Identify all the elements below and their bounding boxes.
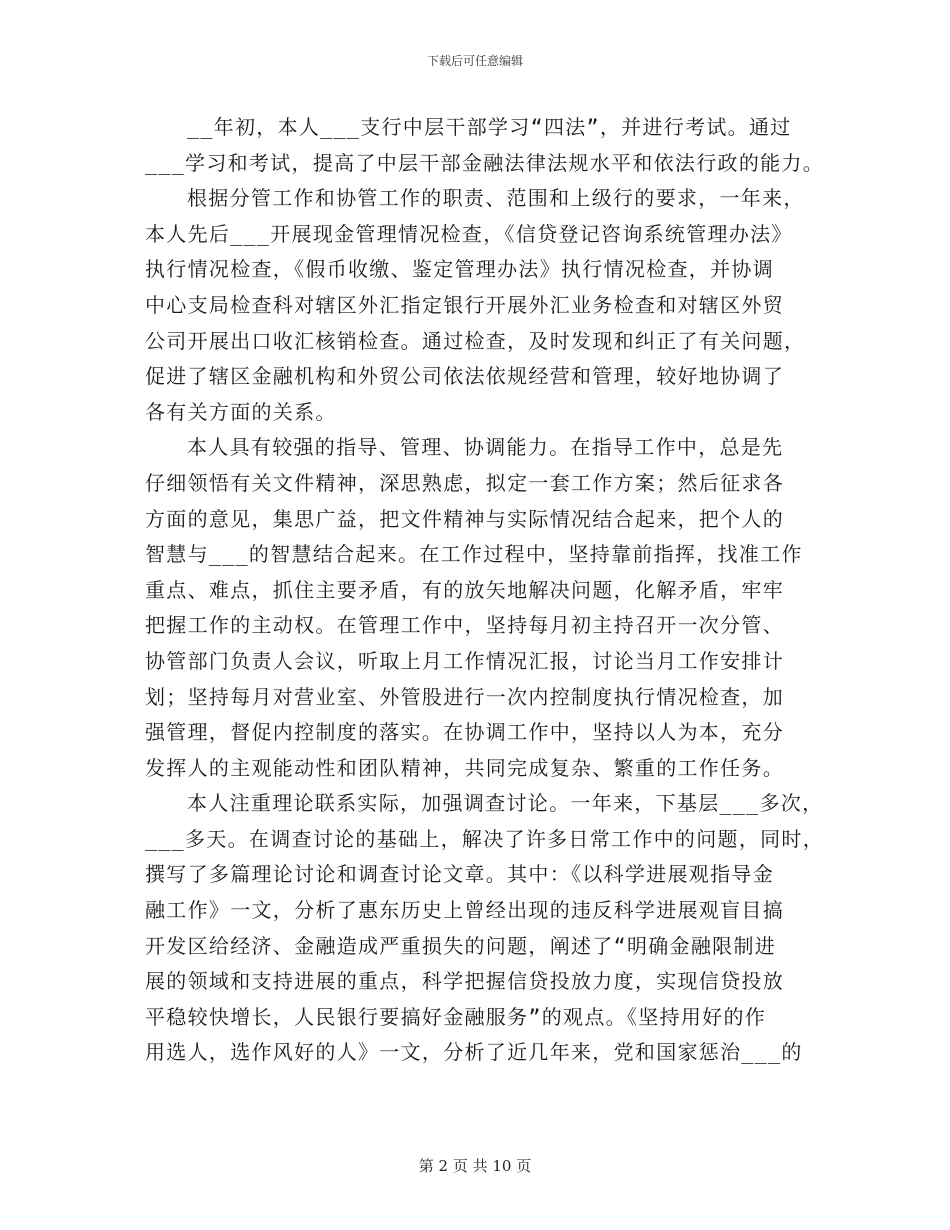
paragraph-line: 中心支局检查科对辖区外汇指定银行开展外汇业务检查和对辖区外贸 (145, 292, 784, 317)
paragraph-line: 执行情况检查，《假币收缴、鉴定管理办法》执行情况检查，并协调 (145, 257, 774, 282)
paragraph-line: 融工作》一文，分析了惠东历史上曾经出现的违反科学进展观盲目搞 (145, 898, 784, 923)
document-body (145, 110, 825, 1071)
paragraph-line: 本人具有较强的指导、管理、协调能力。在指导工作中，总是先 (187, 435, 784, 460)
paragraph-line: 平稳较快增长，人民银行要搞好金融服务”的观点。《坚持用好的作 (145, 1004, 767, 1029)
paragraph-line: ___多天。在调查讨论的基础上，解决了许多日常工作中的问题，同时， (145, 826, 825, 851)
paragraph-line: 重点、难点，抓住主要矛盾，有的放矢地解决问题，化解矛盾，牢牢 (145, 577, 784, 602)
paragraph-line: 用选人，选作风好的人》一文，分析了近几年来，党和国家惩治___的 (145, 1040, 803, 1065)
paragraph-line: 方面的意见，集思广益，把文件精神与实际情况结合起来，把个人的 (145, 506, 784, 531)
paragraph-line: 开发区给经济、金融造成严重损失的问题，阐述了“明确金融限制进 (145, 933, 777, 958)
paragraph-line: 本人注重理论联系实际，加强调查讨论。一年来，下基层___多次， (187, 791, 824, 816)
paragraph-line: 促进了辖区金融机构和外贸公司依法依规经营和管理，较好地协调了 (145, 364, 784, 389)
paragraph-line: ___学习和考试，提高了中层干部金融法律法规水平和依法行政的能力。 (145, 150, 825, 175)
page-header: 下载后可任意编辑 (426, 54, 523, 68)
paragraph-line: 智慧与___的智慧结合起来。在工作过程中，坚持靠前指挥，找准工作 (145, 542, 803, 567)
paragraph-line: 把握工作的主动权。在管理工作中，坚持每月初主持召开一次分管、 (145, 613, 784, 638)
paragraph-line: 各有关方面的关系。 (145, 399, 337, 424)
page-number: 第 2 页 共 10 页 (418, 1157, 532, 1175)
paragraph-line: 公司开展出口收汇核销检查。通过检查，及时发现和纠正了有关问题， (145, 328, 806, 353)
paragraph-line: 发挥人的主观能动性和团队精神，共同完成复杂、繁重的工作任务。 (145, 755, 784, 780)
paragraph-line: 仔细领悟有关文件精神，深思熟虑，拟定一套工作方案；然后征求各 (145, 470, 784, 495)
paragraph-line: 根据分管工作和协管工作的职责、范围和上级行的要求，一年来， (187, 186, 805, 211)
paragraph-line: 展的领域和支持进展的重点，科学把握信贷投放力度，实现信贷投放 (145, 969, 784, 994)
paragraph-line: 强管理，督促内控制度的落实。在协调工作中，坚持以人为本，充分 (145, 720, 784, 745)
paragraph-line: __年初，本人___支行中层干部学习“四法”，并进行考试。通过 (187, 115, 792, 139)
paragraph-line: 本人先后___开展现金管理情况检查，《信贷登记咨询系统管理办法》 (145, 221, 793, 246)
paragraph-line: 划；坚持每月对营业室、外管股进行一次内控制度执行情况检查，加 (145, 684, 784, 709)
paragraph-line: 撰写了多篇理论讨论和调查讨论文章。其中：《以科学进展观指导金 (145, 862, 774, 887)
paragraph-line: 协管部门负责人会议，听取上月工作情况汇报，讨论当月工作安排计 (145, 648, 784, 673)
